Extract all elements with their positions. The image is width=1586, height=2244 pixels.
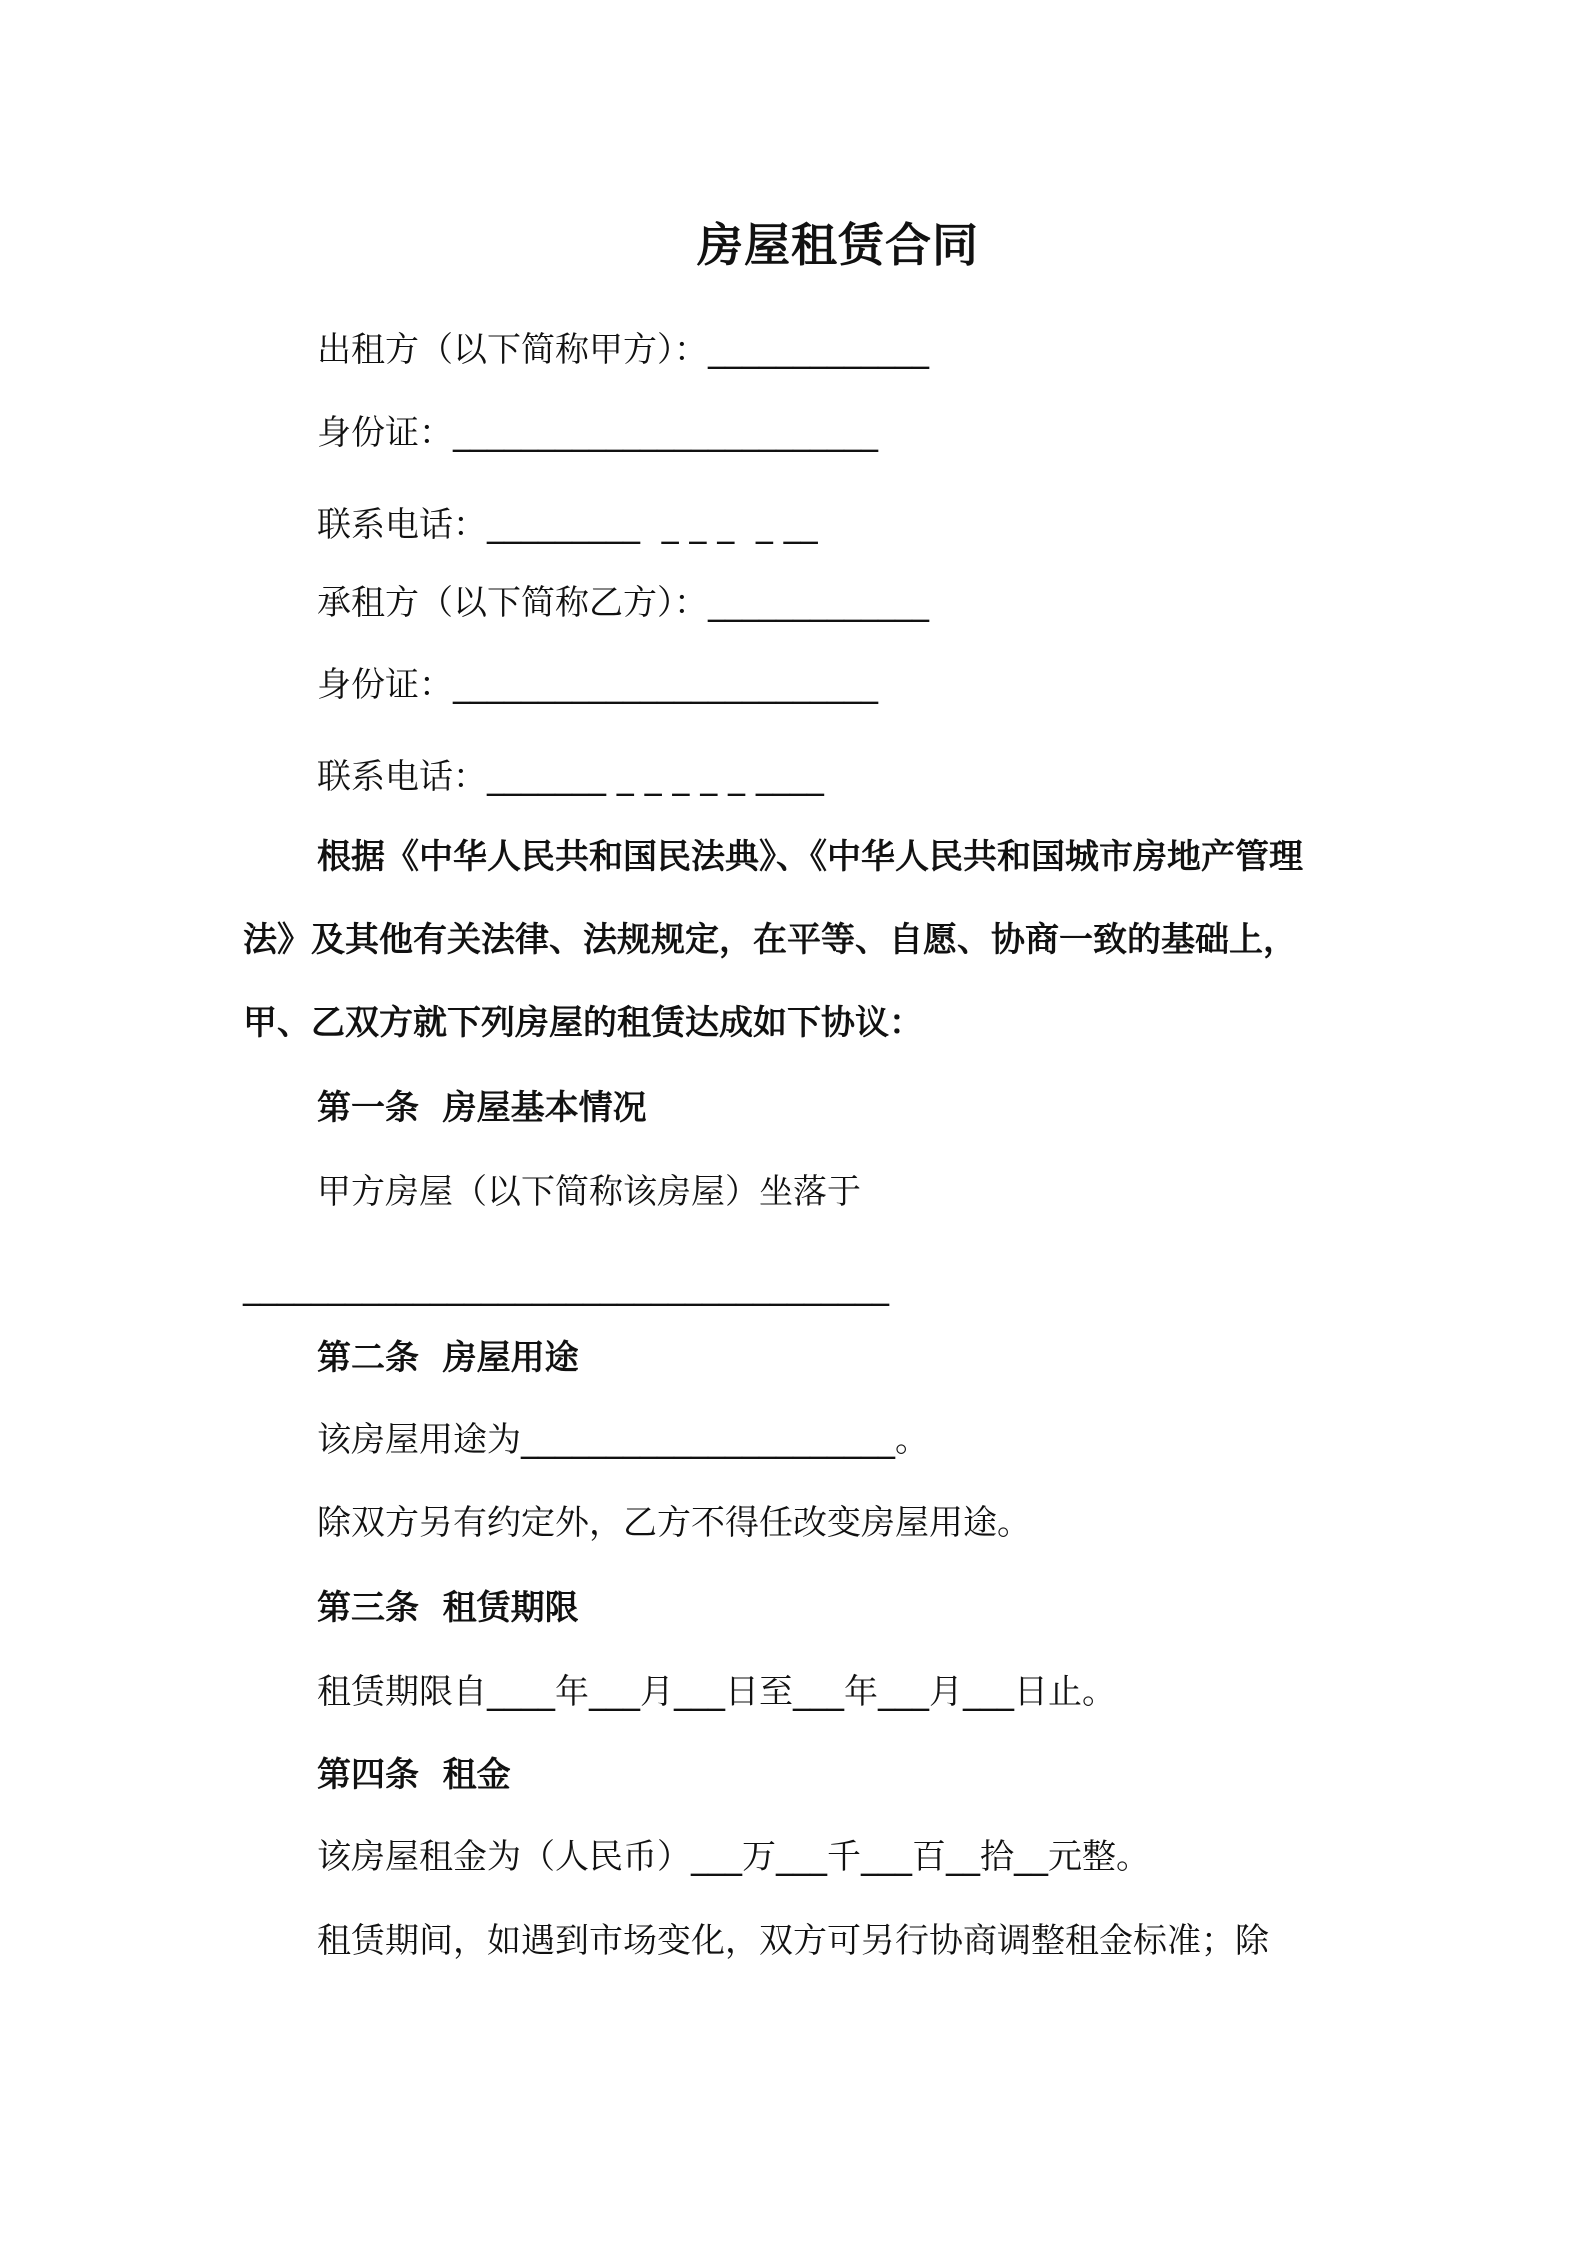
lessee-phone-line: 联系电话：_______ _ _ _ _ _ ____ xyxy=(317,757,824,797)
article-3-heading: 第三条 租赁期限 xyxy=(317,1588,579,1628)
article-4-rent-line: 该房屋租金为（人民币）___万___千___百__拾__元整。 xyxy=(317,1837,1150,1877)
lessor-phone-line: 联系电话：_________ _ _ _ _ __ xyxy=(317,505,818,545)
article-1-address-blank: ______________________________________ xyxy=(243,1267,889,1307)
article-4-adjustment-line: 租赁期间，如遇到市场变化，双方可另行协商调整租金标准；除 xyxy=(317,1921,1269,1961)
lessee-id-line: 身份证：_________________________ xyxy=(317,665,878,705)
preamble-line-2: 法》及其他有关法律、法规规定，在平等、自愿、协商一致的基础上， xyxy=(243,920,1297,960)
article-3-term-line: 租赁期限自____年___月___日至___年___月___日止。 xyxy=(317,1672,1116,1712)
preamble-line-3: 甲、乙双方就下列房屋的租赁达成如下协议： xyxy=(243,1003,923,1043)
article-2-restriction-line: 除双方另有约定外，乙方不得任改变房屋用途。 xyxy=(317,1503,1031,1543)
lessee-line: 承租方（以下简称乙方）：_____________ xyxy=(317,583,929,623)
article-1-text: 甲方房屋（以下简称该房屋）坐落于 xyxy=(317,1172,861,1212)
document-title: 房屋租赁合同 xyxy=(697,218,979,272)
article-2-use-line: 该房屋用途为______________________。 xyxy=(317,1420,929,1460)
article-1-heading: 第一条 房屋基本情况 xyxy=(317,1088,647,1128)
lessor-line: 出租方（以下简称甲方）：_____________ xyxy=(317,330,929,370)
preamble-line-1: 根据《中华人民共和国民法典》、《中华人民共和国城市房地产管理 xyxy=(317,837,1303,877)
article-2-heading: 第二条 房屋用途 xyxy=(317,1338,579,1378)
article-4-heading: 第四条 租金 xyxy=(317,1755,511,1795)
lessor-id-line: 身份证：_________________________ xyxy=(317,413,878,453)
